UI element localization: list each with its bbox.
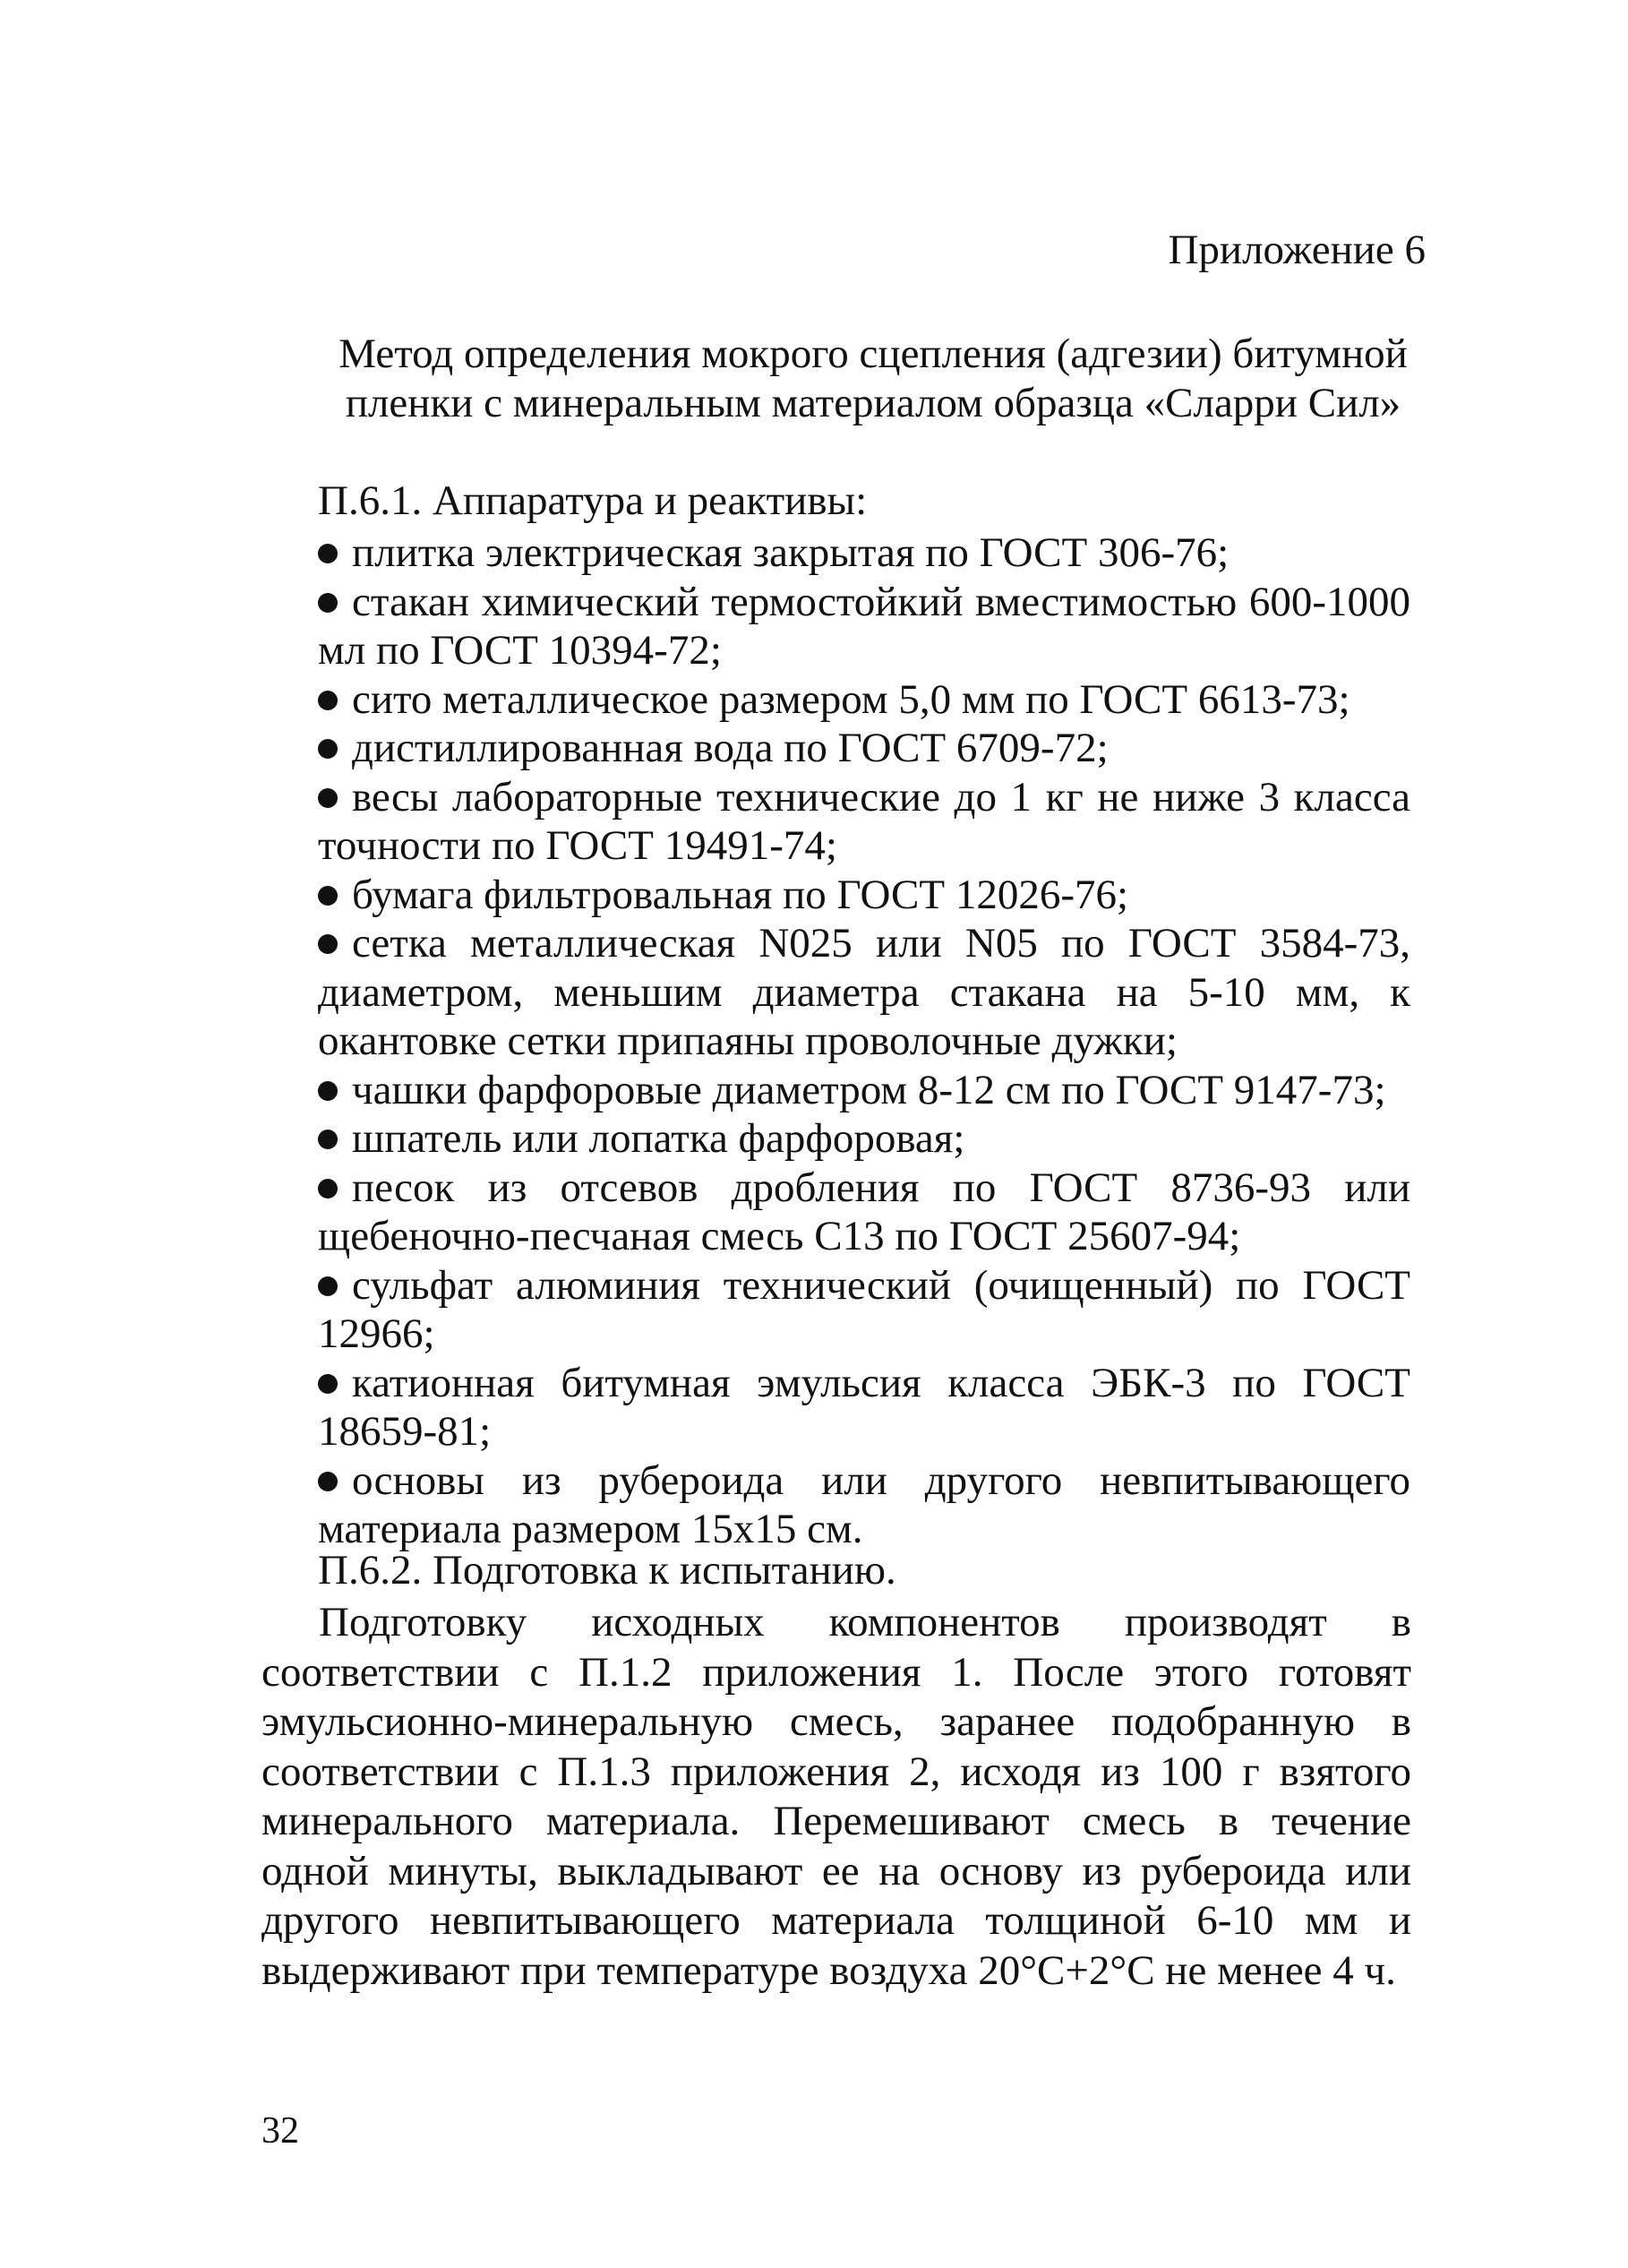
- list-item: [318, 1164, 1410, 1261]
- list-item-text: сито металлическое размером 5,0 мм по ГОСТ 6613-73;: [352, 675, 1350, 723]
- list-item-text: дистиллированная вода по ГОСТ 6709-72;: [352, 725, 1109, 771]
- bullet-icon: [318, 691, 338, 710]
- title-line: Метод определения мокрого сцепления (адгезии) битумной: [338, 331, 1408, 377]
- list-item: [318, 528, 1410, 578]
- list-item-text: стакан химический термостойкий вместимостью 600-1000 мл по ГОСТ 10394-72;: [318, 578, 1410, 674]
- list-item: [318, 724, 1410, 773]
- section-heading-equipment: П.6.1. Аппаратура и реактивы:: [318, 477, 868, 524]
- list-item: [318, 919, 1410, 1066]
- list-item-text: весы лабораторные технические до 1 кг не ниже 3 класса точности по ГОСТ 19491-74;: [318, 773, 1410, 869]
- list-item: [318, 773, 1410, 871]
- list-item: [318, 1359, 1410, 1456]
- list-item-text: бумага фильтровальная по ГОСТ 12026-76;: [352, 871, 1129, 918]
- page-number: 32: [261, 2110, 299, 2152]
- bullet-icon: [318, 1276, 338, 1296]
- bullet-icon: [318, 593, 338, 613]
- list-item: [318, 578, 1410, 675]
- bullet-icon: [318, 1472, 338, 1491]
- bullet-icon: [318, 934, 338, 954]
- list-item: [318, 1456, 1410, 1554]
- list-item: [318, 675, 1410, 725]
- preparation-paragraph: Подготовку исходных компонентов производят в соответствии с П.1.2 приложения 1. После этого готовят эмульсионно-минеральную смесь, заранее подобранную в соответствии с П.1.3 приложения 2, исходя из 100 г взятого минерального материала. Перемешивают смесь в течение одной минуты, выкладывают ее на основу из рубероида или другого невпитывающего материала толщиной 6-10 мм и выдерживают при температуре воздуха 20°С+2°С не менее 4 ч.: [261, 1599, 1411, 1994]
- list-item: [318, 1261, 1410, 1359]
- bullet-icon: [318, 544, 338, 563]
- appendix-label: Приложение 6: [1168, 227, 1426, 273]
- bullet-icon: [318, 1179, 338, 1198]
- section-heading-preparation: П.6.2. Подготовка к испытанию.: [318, 1547, 896, 1594]
- bullet-icon: [318, 1374, 338, 1394]
- bullet-icon: [318, 788, 338, 808]
- bullet-icon: [318, 1081, 338, 1101]
- list-item-text: плитка электрическая закрытая по ГОСТ 306-76;: [352, 529, 1230, 576]
- bullet-icon: [318, 1130, 338, 1149]
- document-title: [318, 330, 1428, 428]
- equipment-list: [318, 528, 1410, 1554]
- list-item-text: шпатель или лопатка фарфоровая;: [352, 1115, 965, 1162]
- bullet-icon: [318, 886, 338, 906]
- list-item-text: сульфат алюминия технический (очищенный) по ГОСТ 12966;: [318, 1261, 1410, 1357]
- list-item: [318, 1114, 1410, 1164]
- list-item-text: сетка металлическая N025 или N05 по ГОСТ 3584-73, диаметром, меньшим диаметра стакана на 5-10 мм, к окантовке сетки припаяны проволочные дужки;: [318, 920, 1410, 1064]
- list-item: [318, 1066, 1410, 1115]
- list-item-text: песок из отсевов дробления по ГОСТ 8736-93 или щебеночно-песчаная смесь С13 по ГОСТ 25607-94;: [318, 1164, 1410, 1259]
- list-item-text: чашки фарфоровые диаметром 8-12 см по ГОСТ 9147-73;: [352, 1066, 1386, 1113]
- list-item-text: основы из рубероида или другого невпитывающего материала размером 15х15 см.: [318, 1456, 1410, 1552]
- list-item-text: катионная битумная эмульсия класса ЭБК-3 по ГОСТ 18659-81;: [318, 1359, 1410, 1455]
- bullet-icon: [318, 739, 338, 759]
- title-line: пленки с минеральным материалом образца «Сларри Сил»: [345, 380, 1401, 426]
- list-item: [318, 871, 1410, 920]
